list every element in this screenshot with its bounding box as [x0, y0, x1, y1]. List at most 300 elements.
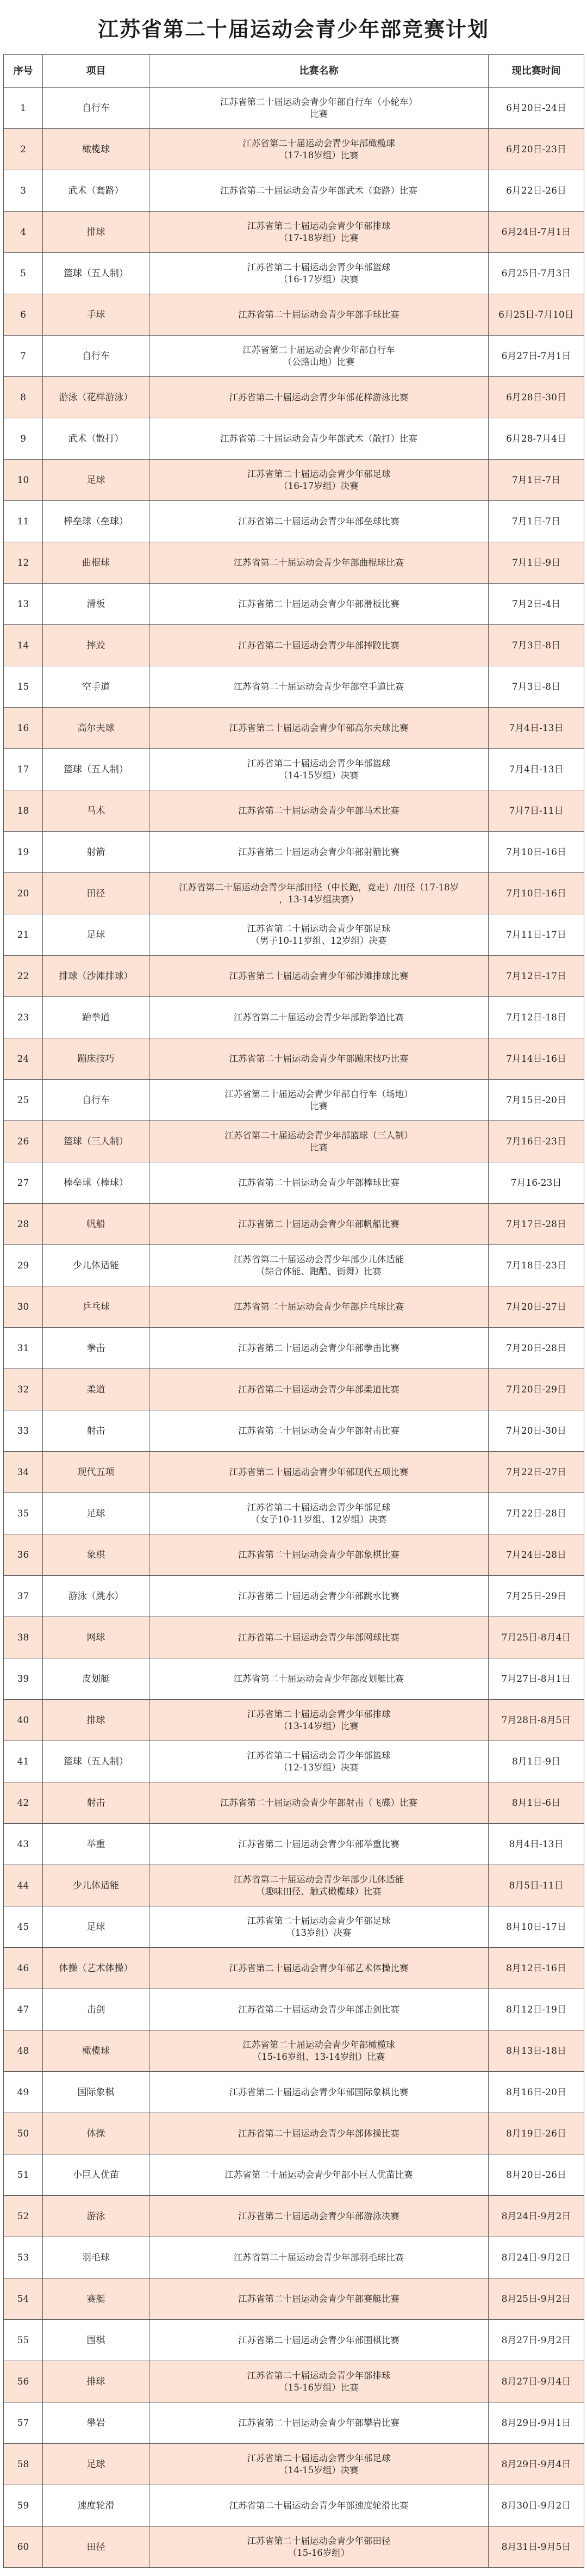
- table-row: [4, 997, 584, 1038]
- cell-item: 足球: [43, 460, 149, 501]
- cell-item: 体操（艺术体操）: [43, 1948, 149, 1989]
- cell-event-name: 江苏省第二十届运动会青少年部足球 （14-15岁组）决赛: [149, 2444, 489, 2485]
- cell-item: 篮球（五人制）: [43, 1741, 149, 1782]
- cell-event-name: 江苏省第二十届运动会青少年部自行车 （公路山地）比赛: [149, 336, 489, 377]
- cell-no: 22: [4, 956, 43, 997]
- cell-no: 26: [4, 1121, 43, 1162]
- cell-date: 7月3日-8日: [489, 625, 584, 666]
- cell-item: 帆船: [43, 1204, 149, 1245]
- cell-date: 8月31日-9月5日: [489, 2527, 584, 2568]
- header-item: 项目: [43, 55, 149, 88]
- cell-no: 10: [4, 460, 43, 501]
- table-row: [4, 1700, 584, 1741]
- cell-no: 60: [4, 2527, 43, 2568]
- cell-no: 45: [4, 1906, 43, 1948]
- cell-date: 7月1日-9日: [489, 542, 584, 584]
- cell-item: 乒乓球: [43, 1286, 149, 1328]
- table-row: [4, 1493, 584, 1534]
- table-row: [4, 88, 584, 129]
- cell-item: 少儿体适能: [43, 1245, 149, 1286]
- cell-item: 自行车: [43, 336, 149, 377]
- table-row: [4, 1576, 584, 1617]
- table-row: [4, 914, 584, 956]
- cell-event-name: 江苏省第二十届运动会青少年部网球比赛: [149, 1617, 489, 1658]
- table-row: [4, 212, 584, 253]
- table-row: [4, 1204, 584, 1245]
- cell-event-name: 江苏省第二十届运动会青少年部武术（散打）比赛: [149, 418, 489, 460]
- cell-date: 7月27日-8月1日: [489, 1658, 584, 1700]
- cell-event-name: 江苏省第二十届运动会青少年部排球 （15-16岁组）比赛: [149, 2361, 489, 2402]
- table-row: [4, 2237, 584, 2278]
- cell-event-name: 江苏省第二十届运动会青少年部橄榄球 （15-16岁组、13-14岁组）比赛: [149, 2030, 489, 2072]
- cell-date: 7月16日-23日: [489, 1121, 584, 1162]
- header-date: 现比赛时间: [489, 55, 584, 88]
- cell-item: 小巨人优苗: [43, 2154, 149, 2196]
- cell-event-name: 江苏省第二十届运动会青少年部足球 （16-17岁组）决赛: [149, 460, 489, 501]
- cell-date: 7月10日-16日: [489, 873, 584, 914]
- table-row: [4, 666, 584, 708]
- cell-event-name: 江苏省第二十届运动会青少年部拳击比赛: [149, 1328, 489, 1369]
- table-row: [4, 1452, 584, 1493]
- cell-date: 6月28日-30日: [489, 377, 584, 418]
- schedule-table: [3, 54, 584, 2568]
- cell-date: 8月24日-9月2日: [489, 2196, 584, 2237]
- cell-no: 1: [4, 88, 43, 129]
- table-row: [4, 1121, 584, 1162]
- cell-event-name: 江苏省第二十届运动会青少年部田径 （15-16岁组）: [149, 2527, 489, 2568]
- cell-date: 8月30日-9月2日: [489, 2485, 584, 2527]
- table-row: [4, 294, 584, 336]
- cell-item: 攀岩: [43, 2402, 149, 2444]
- table-row: [4, 2154, 584, 2196]
- table-row: [4, 2113, 584, 2154]
- cell-date: 8月12日-16日: [489, 1948, 584, 1989]
- cell-item: 曲棍球: [43, 542, 149, 584]
- cell-item: 棒垒球（棒球）: [43, 1162, 149, 1204]
- cell-no: 42: [4, 1782, 43, 1824]
- cell-event-name: 江苏省第二十届运动会青少年部足球 （男子10-11岁组、12岁组）决赛: [149, 914, 489, 956]
- cell-event-name: 江苏省第二十届运动会青少年部自行车（小轮车） 比赛: [149, 88, 489, 129]
- cell-date: 7月25日-29日: [489, 1576, 584, 1617]
- cell-item: 橄榄球: [43, 129, 149, 170]
- table-row: [4, 1162, 584, 1204]
- cell-date: 8月25日-9月2日: [489, 2278, 584, 2320]
- table-row: [4, 2527, 584, 2568]
- cell-no: 56: [4, 2361, 43, 2402]
- cell-no: 28: [4, 1204, 43, 1245]
- table-row: [4, 1658, 584, 1700]
- cell-date: 7月1日-7日: [489, 460, 584, 501]
- cell-event-name: 江苏省第二十届运动会青少年部围棋比赛: [149, 2320, 489, 2361]
- cell-no: 5: [4, 253, 43, 294]
- table-row: [4, 2485, 584, 2527]
- cell-date: 6月24日-7月1日: [489, 212, 584, 253]
- cell-event-name: 江苏省第二十届运动会青少年部排球 （17-18岁组）比赛: [149, 212, 489, 253]
- cell-date: 7月17日-28日: [489, 1204, 584, 1245]
- cell-item: 足球: [43, 914, 149, 956]
- cell-event-name: 江苏省第二十届运动会青少年部沙滩排球比赛: [149, 956, 489, 997]
- cell-date: 6月25日-7月3日: [489, 253, 584, 294]
- cell-date: 8月1日-6日: [489, 1782, 584, 1824]
- cell-item: 跆拳道: [43, 997, 149, 1038]
- cell-item: 高尔夫球: [43, 708, 149, 749]
- cell-item: 滑板: [43, 584, 149, 625]
- cell-no: 15: [4, 666, 43, 708]
- cell-item: 武术（散打）: [43, 418, 149, 460]
- header-row: [4, 55, 584, 88]
- cell-item: 射箭: [43, 832, 149, 873]
- table-row: [4, 1782, 584, 1824]
- cell-event-name: 江苏省第二十届运动会青少年部足球 （13岁组）决赛: [149, 1906, 489, 1948]
- cell-date: 8月13日-18日: [489, 2030, 584, 2072]
- cell-event-name: 江苏省第二十届运动会青少年部艺术体操比赛: [149, 1948, 489, 1989]
- cell-no: 13: [4, 584, 43, 625]
- cell-event-name: 江苏省第二十届运动会青少年部体操比赛: [149, 2113, 489, 2154]
- cell-event-name: 江苏省第二十届运动会青少年部攀岩比赛: [149, 2402, 489, 2444]
- cell-date: 7月16-23日: [489, 1162, 584, 1204]
- cell-date: 8月1日-9日: [489, 1741, 584, 1782]
- cell-date: 7月4日-13日: [489, 708, 584, 749]
- cell-event-name: 江苏省第二十届运动会青少年部少儿体适能 （趣味田径、触式橄榄球）比赛: [149, 1865, 489, 1906]
- cell-no: 41: [4, 1741, 43, 1782]
- cell-no: 33: [4, 1410, 43, 1452]
- cell-date: 8月20日-26日: [489, 2154, 584, 2196]
- cell-date: 8月5日-11日: [489, 1865, 584, 1906]
- cell-event-name: 江苏省第二十届运动会青少年部橄榄球 （17-18岁组）比赛: [149, 129, 489, 170]
- cell-event-name: 江苏省第二十届运动会青少年部自行车（场地） 比赛: [149, 1080, 489, 1121]
- table-row: [4, 2278, 584, 2320]
- cell-event-name: 江苏省第二十届运动会青少年部射击（飞碟）比赛: [149, 1782, 489, 1824]
- cell-no: 9: [4, 418, 43, 460]
- table-row: [4, 1989, 584, 2030]
- cell-item: 围棋: [43, 2320, 149, 2361]
- table-row: [4, 584, 584, 625]
- cell-date: 7月15日-20日: [489, 1080, 584, 1121]
- cell-event-name: 江苏省第二十届运动会青少年部蹦床技巧比赛: [149, 1038, 489, 1080]
- cell-no: 48: [4, 2030, 43, 2072]
- cell-date: 8月29日-9月1日: [489, 2402, 584, 2444]
- cell-no: 14: [4, 625, 43, 666]
- cell-item: 篮球（五人制）: [43, 749, 149, 790]
- cell-event-name: 江苏省第二十届运动会青少年部滑板比赛: [149, 584, 489, 625]
- table-row: [4, 790, 584, 832]
- cell-item: 篮球（五人制）: [43, 253, 149, 294]
- cell-no: 55: [4, 2320, 43, 2361]
- table-row: [4, 1286, 584, 1328]
- cell-event-name: 江苏省第二十届运动会青少年部垒球比赛: [149, 501, 489, 542]
- cell-date: 7月18日-23日: [489, 1245, 584, 1286]
- table-row: [4, 1038, 584, 1080]
- table-row: [4, 2444, 584, 2485]
- cell-date: 8月27日-9月4日: [489, 2361, 584, 2402]
- cell-date: 7月22日-27日: [489, 1452, 584, 1493]
- table-row: [4, 2072, 584, 2113]
- cell-date: 7月4日-13日: [489, 749, 584, 790]
- cell-item: 田径: [43, 873, 149, 914]
- cell-item: 自行车: [43, 88, 149, 129]
- table-row: [4, 2196, 584, 2237]
- cell-no: 53: [4, 2237, 43, 2278]
- cell-no: 44: [4, 1865, 43, 1906]
- cell-date: 8月29日-9月4日: [489, 2444, 584, 2485]
- cell-date: 7月12日-17日: [489, 956, 584, 997]
- cell-date: 7月20日-30日: [489, 1410, 584, 1452]
- cell-item: 橄榄球: [43, 2030, 149, 2072]
- cell-no: 37: [4, 1576, 43, 1617]
- cell-event-name: 江苏省第二十届运动会青少年部射击比赛: [149, 1410, 489, 1452]
- cell-event-name: 江苏省第二十届运动会青少年部高尔夫球比赛: [149, 708, 489, 749]
- cell-item: 游泳: [43, 2196, 149, 2237]
- page-title: 江苏省第二十届运动会青少年部竞赛计划: [97, 16, 489, 41]
- cell-no: 29: [4, 1245, 43, 1286]
- table-row: [4, 708, 584, 749]
- cell-item: 举重: [43, 1824, 149, 1865]
- table-row: [4, 1410, 584, 1452]
- cell-event-name: 江苏省第二十届运动会青少年部少儿体适能 （综合体能、跑酷、街舞）比赛: [149, 1245, 489, 1286]
- cell-event-name: 江苏省第二十届运动会青少年部马术比赛: [149, 790, 489, 832]
- cell-item: 赛艇: [43, 2278, 149, 2320]
- table-row: [4, 625, 584, 666]
- cell-date: 6月25日-7月10日: [489, 294, 584, 336]
- cell-no: 58: [4, 2444, 43, 2485]
- table-row: [4, 1245, 584, 1286]
- cell-no: 23: [4, 997, 43, 1038]
- header-no: 序号: [4, 55, 43, 88]
- cell-item: 象棋: [43, 1534, 149, 1576]
- cell-event-name: 江苏省第二十届运动会青少年部乒乓球比赛: [149, 1286, 489, 1328]
- cell-no: 25: [4, 1080, 43, 1121]
- cell-item: 皮划艇: [43, 1658, 149, 1700]
- cell-no: 43: [4, 1824, 43, 1865]
- cell-item: 田径: [43, 2527, 149, 2568]
- table-row: [4, 749, 584, 790]
- cell-event-name: 江苏省第二十届运动会青少年部游泳决赛: [149, 2196, 489, 2237]
- table-row: [4, 542, 584, 584]
- cell-event-name: 江苏省第二十届运动会青少年部举重比赛: [149, 1824, 489, 1865]
- table-row: [4, 377, 584, 418]
- cell-event-name: 江苏省第二十届运动会青少年部花样游泳比赛: [149, 377, 489, 418]
- cell-event-name: 江苏省第二十届运动会青少年部国际象棋比赛: [149, 2072, 489, 2113]
- cell-event-name: 江苏省第二十届运动会青少年部摔跤比赛: [149, 625, 489, 666]
- cell-date: 7月24日-28日: [489, 1534, 584, 1576]
- cell-event-name: 江苏省第二十届运动会青少年部击剑比赛: [149, 1989, 489, 2030]
- cell-date: 8月24日-9月2日: [489, 2237, 584, 2278]
- cell-event-name: 江苏省第二十届运动会青少年部射箭比赛: [149, 832, 489, 873]
- cell-event-name: 江苏省第二十届运动会青少年部手球比赛: [149, 294, 489, 336]
- table-row: [4, 873, 584, 914]
- cell-item: 游泳（跳水）: [43, 1576, 149, 1617]
- table-row: [4, 1328, 584, 1369]
- table-row: [4, 253, 584, 294]
- cell-no: 34: [4, 1452, 43, 1493]
- cell-item: 排球: [43, 2361, 149, 2402]
- cell-item: 手球: [43, 294, 149, 336]
- table-row: [4, 1906, 584, 1948]
- cell-item: 足球: [43, 1906, 149, 1948]
- cell-item: 棒垒球（垒球）: [43, 501, 149, 542]
- table-row: [4, 1824, 584, 1865]
- table-row: [4, 1534, 584, 1576]
- cell-date: 7月14日-16日: [489, 1038, 584, 1080]
- table-row: [4, 1080, 584, 1121]
- cell-no: 52: [4, 2196, 43, 2237]
- cell-date: 7月20日-27日: [489, 1286, 584, 1328]
- cell-event-name: 江苏省第二十届运动会青少年部曲棍球比赛: [149, 542, 489, 584]
- cell-no: 6: [4, 294, 43, 336]
- cell-date: 7月20日-29日: [489, 1369, 584, 1410]
- cell-date: 7月10日-16日: [489, 832, 584, 873]
- cell-event-name: 江苏省第二十届运动会青少年部柔道比赛: [149, 1369, 489, 1410]
- cell-date: 6月20日-24日: [489, 88, 584, 129]
- cell-event-name: 江苏省第二十届运动会青少年部田径（中长跑，竞走）/田径（17-18岁 ，13-14岁组决赛）: [149, 873, 489, 914]
- cell-event-name: 江苏省第二十届运动会青少年部速度轮滑比赛: [149, 2485, 489, 2527]
- table-row: [4, 1865, 584, 1906]
- cell-no: 18: [4, 790, 43, 832]
- table-row: [4, 1741, 584, 1782]
- cell-date: 7月3日-8日: [489, 666, 584, 708]
- cell-item: 网球: [43, 1617, 149, 1658]
- cell-no: 49: [4, 2072, 43, 2113]
- cell-date: 7月2日-4日: [489, 584, 584, 625]
- cell-event-name: 江苏省第二十届运动会青少年部排球 （13-14岁组）比赛: [149, 1700, 489, 1741]
- cell-item: 马术: [43, 790, 149, 832]
- table-body: [4, 88, 584, 2568]
- cell-no: 31: [4, 1328, 43, 1369]
- cell-event-name: 江苏省第二十届运动会青少年部武术（套路）比赛: [149, 170, 489, 212]
- cell-event-name: 江苏省第二十届运动会青少年部跳水比赛: [149, 1576, 489, 1617]
- cell-date: 7月20日-28日: [489, 1328, 584, 1369]
- cell-date: 7月1日-7日: [489, 501, 584, 542]
- cell-event-name: 江苏省第二十届运动会青少年部皮划艇比赛: [149, 1658, 489, 1700]
- cell-event-name: 江苏省第二十届运动会青少年部赛艇比赛: [149, 2278, 489, 2320]
- cell-item: 篮球（三人制）: [43, 1121, 149, 1162]
- cell-no: 46: [4, 1948, 43, 1989]
- cell-date: 8月16日-20日: [489, 2072, 584, 2113]
- table-row: [4, 2320, 584, 2361]
- cell-no: 11: [4, 501, 43, 542]
- cell-item: 空手道: [43, 666, 149, 708]
- cell-item: 足球: [43, 1493, 149, 1534]
- cell-event-name: 江苏省第二十届运动会青少年部空手道比赛: [149, 666, 489, 708]
- table-row: [4, 501, 584, 542]
- cell-date: 7月22日-28日: [489, 1493, 584, 1534]
- cell-no: 21: [4, 914, 43, 956]
- table-row: [4, 1369, 584, 1410]
- cell-date: 8月4日-13日: [489, 1824, 584, 1865]
- cell-no: 4: [4, 212, 43, 253]
- cell-item: 足球: [43, 2444, 149, 2485]
- cell-item: 柔道: [43, 1369, 149, 1410]
- table-row: [4, 418, 584, 460]
- cell-event-name: 江苏省第二十届运动会青少年部跆拳道比赛: [149, 997, 489, 1038]
- cell-item: 少儿体适能: [43, 1865, 149, 1906]
- cell-event-name: 江苏省第二十届运动会青少年部羽毛球比赛: [149, 2237, 489, 2278]
- cell-date: 8月27日-9月2日: [489, 2320, 584, 2361]
- cell-item: 击剑: [43, 1989, 149, 2030]
- cell-item: 速度轮滑: [43, 2485, 149, 2527]
- cell-no: 47: [4, 1989, 43, 2030]
- cell-item: 排球（沙滩排球）: [43, 956, 149, 997]
- table-row: [4, 832, 584, 873]
- cell-no: 39: [4, 1658, 43, 1700]
- cell-date: 8月10日-17日: [489, 1906, 584, 1948]
- table-row: [4, 170, 584, 212]
- cell-item: 羽毛球: [43, 2237, 149, 2278]
- cell-event-name: 江苏省第二十届运动会青少年部现代五项比赛: [149, 1452, 489, 1493]
- cell-item: 拳击: [43, 1328, 149, 1369]
- cell-no: 8: [4, 377, 43, 418]
- cell-item: 摔跤: [43, 625, 149, 666]
- cell-event-name: 江苏省第二十届运动会青少年部篮球（三人制） 比赛: [149, 1121, 489, 1162]
- cell-date: 7月25日-8月4日: [489, 1617, 584, 1658]
- cell-event-name: 江苏省第二十届运动会青少年部象棋比赛: [149, 1534, 489, 1576]
- cell-no: 2: [4, 129, 43, 170]
- table-row: [4, 1948, 584, 1989]
- table-row: [4, 2361, 584, 2402]
- cell-no: 7: [4, 336, 43, 377]
- cell-no: 16: [4, 708, 43, 749]
- cell-item: 蹦床技巧: [43, 1038, 149, 1080]
- table-row: [4, 2030, 584, 2072]
- cell-no: 30: [4, 1286, 43, 1328]
- cell-item: 排球: [43, 212, 149, 253]
- table-row: [4, 129, 584, 170]
- cell-item: 游泳（花样游泳）: [43, 377, 149, 418]
- cell-no: 57: [4, 2402, 43, 2444]
- cell-no: 38: [4, 1617, 43, 1658]
- cell-date: 7月7日-11日: [489, 790, 584, 832]
- cell-item: 国际象棋: [43, 2072, 149, 2113]
- table-row: [4, 2402, 584, 2444]
- cell-no: 40: [4, 1700, 43, 1741]
- cell-event-name: 江苏省第二十届运动会青少年部棒球比赛: [149, 1162, 489, 1204]
- cell-date: 7月12日-18日: [489, 997, 584, 1038]
- cell-item: 射击: [43, 1782, 149, 1824]
- cell-item: 自行车: [43, 1080, 149, 1121]
- table-row: [4, 336, 584, 377]
- cell-item: 体操: [43, 2113, 149, 2154]
- cell-event-name: 江苏省第二十届运动会青少年部篮球 （16-17岁组）决赛: [149, 253, 489, 294]
- cell-item: 武术（套路）: [43, 170, 149, 212]
- cell-date: 6月20日-23日: [489, 129, 584, 170]
- cell-event-name: 江苏省第二十届运动会青少年部小巨人优苗比赛: [149, 2154, 489, 2196]
- cell-date: 8月19日-26日: [489, 2113, 584, 2154]
- cell-no: 20: [4, 873, 43, 914]
- cell-no: 19: [4, 832, 43, 873]
- cell-date: 7月28日-8月5日: [489, 1700, 584, 1741]
- cell-date: 6月27日-7月1日: [489, 336, 584, 377]
- cell-no: 50: [4, 2113, 43, 2154]
- cell-item: 射击: [43, 1410, 149, 1452]
- table-row: [4, 460, 584, 501]
- table-row: [4, 956, 584, 997]
- cell-no: 54: [4, 2278, 43, 2320]
- table-row: [4, 1617, 584, 1658]
- cell-date: 6月28-7月4日: [489, 418, 584, 460]
- cell-no: 24: [4, 1038, 43, 1080]
- cell-date: 8月12日-19日: [489, 1989, 584, 2030]
- cell-no: 32: [4, 1369, 43, 1410]
- cell-no: 35: [4, 1493, 43, 1534]
- cell-no: 59: [4, 2485, 43, 2527]
- cell-date: 7月11日-17日: [489, 914, 584, 956]
- cell-item: 排球: [43, 1700, 149, 1741]
- cell-no: 3: [4, 170, 43, 212]
- cell-no: 27: [4, 1162, 43, 1204]
- cell-no: 36: [4, 1534, 43, 1576]
- cell-no: 12: [4, 542, 43, 584]
- table-header: [4, 55, 584, 88]
